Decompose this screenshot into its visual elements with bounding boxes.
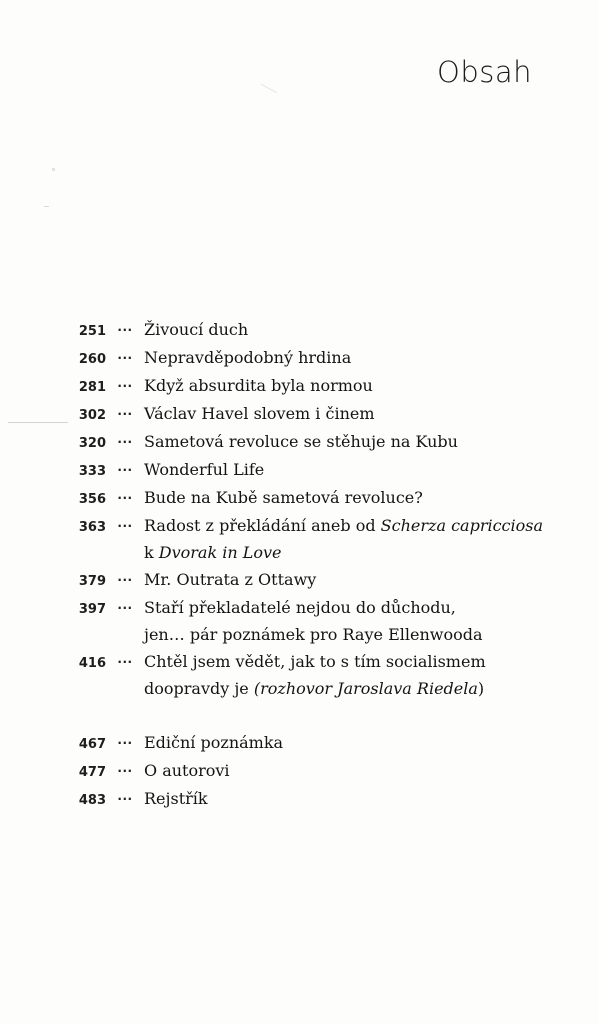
toc-page-number: 260: [78, 352, 106, 367]
toc-chapter-title: [144, 484, 598, 511]
toc-title-line: [144, 675, 598, 702]
toc-entry: [0, 785, 598, 813]
toc-entry: [0, 484, 598, 512]
toc-title-line: [144, 729, 598, 756]
toc-chapter-title: [144, 785, 598, 812]
toc-entry: [0, 428, 598, 456]
toc-entry: [0, 757, 598, 785]
toc-title-line: [144, 316, 598, 343]
toc-title-line: [144, 456, 598, 483]
toc-page-number: 251: [78, 324, 106, 339]
toc-leader-dots: ···: [117, 519, 133, 533]
toc-chapter-title: [144, 428, 598, 455]
toc-page-number: 397: [78, 602, 106, 617]
toc-title-line: [144, 648, 598, 675]
toc-chapter-title: [144, 594, 598, 648]
toc-title-segment: Ediční poznámka: [144, 733, 284, 752]
toc-title-segment: Bude na Kubě sametová revoluce?: [144, 488, 423, 507]
toc-title-segment: Sametová revoluce se stěhuje na Kubu: [144, 432, 458, 451]
toc-title-italic-segment: Dvorak in Love: [158, 543, 282, 562]
toc-page-number: 356: [78, 492, 106, 507]
toc-chapter-title: [144, 316, 598, 343]
toc-chapter-title: [144, 512, 598, 566]
toc-title-segment: Když absurdita byla normou: [144, 376, 373, 395]
toc-page-number: 333: [78, 464, 106, 479]
toc-title-line: [144, 344, 598, 371]
toc-title-italic-segment: (rozhovor Jaroslava Riedela: [253, 679, 478, 698]
toc-page-number: 320: [78, 436, 106, 451]
toc-title-line: [144, 400, 598, 427]
toc-chapter-title: [144, 344, 598, 371]
toc-title-line: [144, 566, 598, 593]
toc-chapter-title: [144, 400, 598, 427]
toc-page-number: 363: [78, 520, 106, 535]
toc-chapter-title: [144, 456, 598, 483]
toc-page-number: 281: [78, 380, 106, 395]
toc-leader-dots: ···: [117, 463, 133, 477]
toc-title-segment: Václav Havel slovem i činem: [144, 404, 375, 423]
toc-title-line: [144, 757, 598, 784]
toc-entry: [0, 566, 598, 594]
toc-leader-dots: ···: [117, 736, 133, 750]
toc-title-segment: k: [144, 543, 159, 562]
toc-title-line: [144, 785, 598, 812]
toc-entry: [0, 400, 598, 428]
toc-page-number: 379: [78, 574, 106, 589]
table-of-contents: [0, 316, 598, 813]
toc-chapter-title: [144, 729, 598, 756]
toc-title-line: [144, 484, 598, 511]
toc-entry: [0, 456, 598, 484]
toc-leader-dots: ···: [117, 351, 133, 365]
toc-page-number: 477: [78, 765, 106, 780]
toc-title-segment: jen… pár poznámek pro Raye Ellenwooda: [144, 625, 483, 644]
toc-title-line: [144, 428, 598, 455]
toc-title-line: [144, 539, 598, 566]
toc-page-number: 302: [78, 408, 106, 423]
toc-entry: [0, 372, 598, 400]
toc-title-line: [144, 512, 598, 539]
toc-chapter-title: [144, 648, 598, 702]
toc-title-segment: Wonderful Life: [144, 460, 265, 479]
toc-title-line: [144, 372, 598, 399]
toc-entry: [0, 512, 598, 566]
toc-title-segment: Rejstřík: [144, 789, 208, 808]
toc-leader-dots: ···: [117, 491, 133, 505]
toc-entry: [0, 316, 598, 344]
scan-speck: [52, 168, 55, 171]
page-title: Obsah: [437, 55, 532, 89]
toc-page-number: 483: [78, 793, 106, 808]
toc-leader-dots: ···: [117, 407, 133, 421]
toc-chapter-title: [144, 566, 598, 593]
scan-speck: [44, 206, 49, 207]
toc-entry: [0, 594, 598, 648]
toc-title-segment: Živoucí duch: [144, 320, 249, 339]
toc-leader-dots: ···: [117, 573, 133, 587]
toc-title-segment: Chtěl jsem vědět, jak to s tím socialismem: [144, 652, 486, 671]
toc-group-spacer: [0, 702, 598, 729]
toc-title-segment: ): [477, 679, 485, 698]
toc-title-segment: doopravdy je: [144, 679, 254, 698]
toc-chapter-title: [144, 372, 598, 399]
toc-leader-dots: ···: [117, 435, 133, 449]
toc-page-number: 467: [78, 737, 106, 752]
toc-leader-dots: ···: [117, 601, 133, 615]
toc-title-segment: Staří překladatelé nejdou do důchodu,: [144, 598, 456, 617]
toc-leader-dots: ···: [117, 764, 133, 778]
toc-title-segment: Radost z překládání aneb od: [144, 516, 381, 535]
toc-leader-dots: ···: [117, 792, 133, 806]
toc-entry: [0, 648, 598, 702]
toc-title-line: [144, 621, 598, 648]
toc-chapter-title: [144, 757, 598, 784]
toc-entry: [0, 344, 598, 372]
toc-leader-dots: ···: [117, 323, 133, 337]
toc-page-number: 416: [78, 656, 106, 671]
toc-entry: [0, 729, 598, 757]
toc-title-line: [144, 594, 598, 621]
toc-title-segment: O autorovi: [144, 761, 230, 780]
toc-title-segment: Nepravděpodobný hrdina: [144, 348, 352, 367]
scan-speck: [261, 84, 277, 93]
toc-title-segment: Mr. Outrata z Ottawy: [144, 570, 317, 589]
toc-title-italic-segment: Scherza capricciosa: [380, 516, 543, 535]
toc-leader-dots: ···: [117, 379, 133, 393]
toc-leader-dots: ···: [117, 655, 133, 669]
scan-speck: [8, 422, 68, 423]
